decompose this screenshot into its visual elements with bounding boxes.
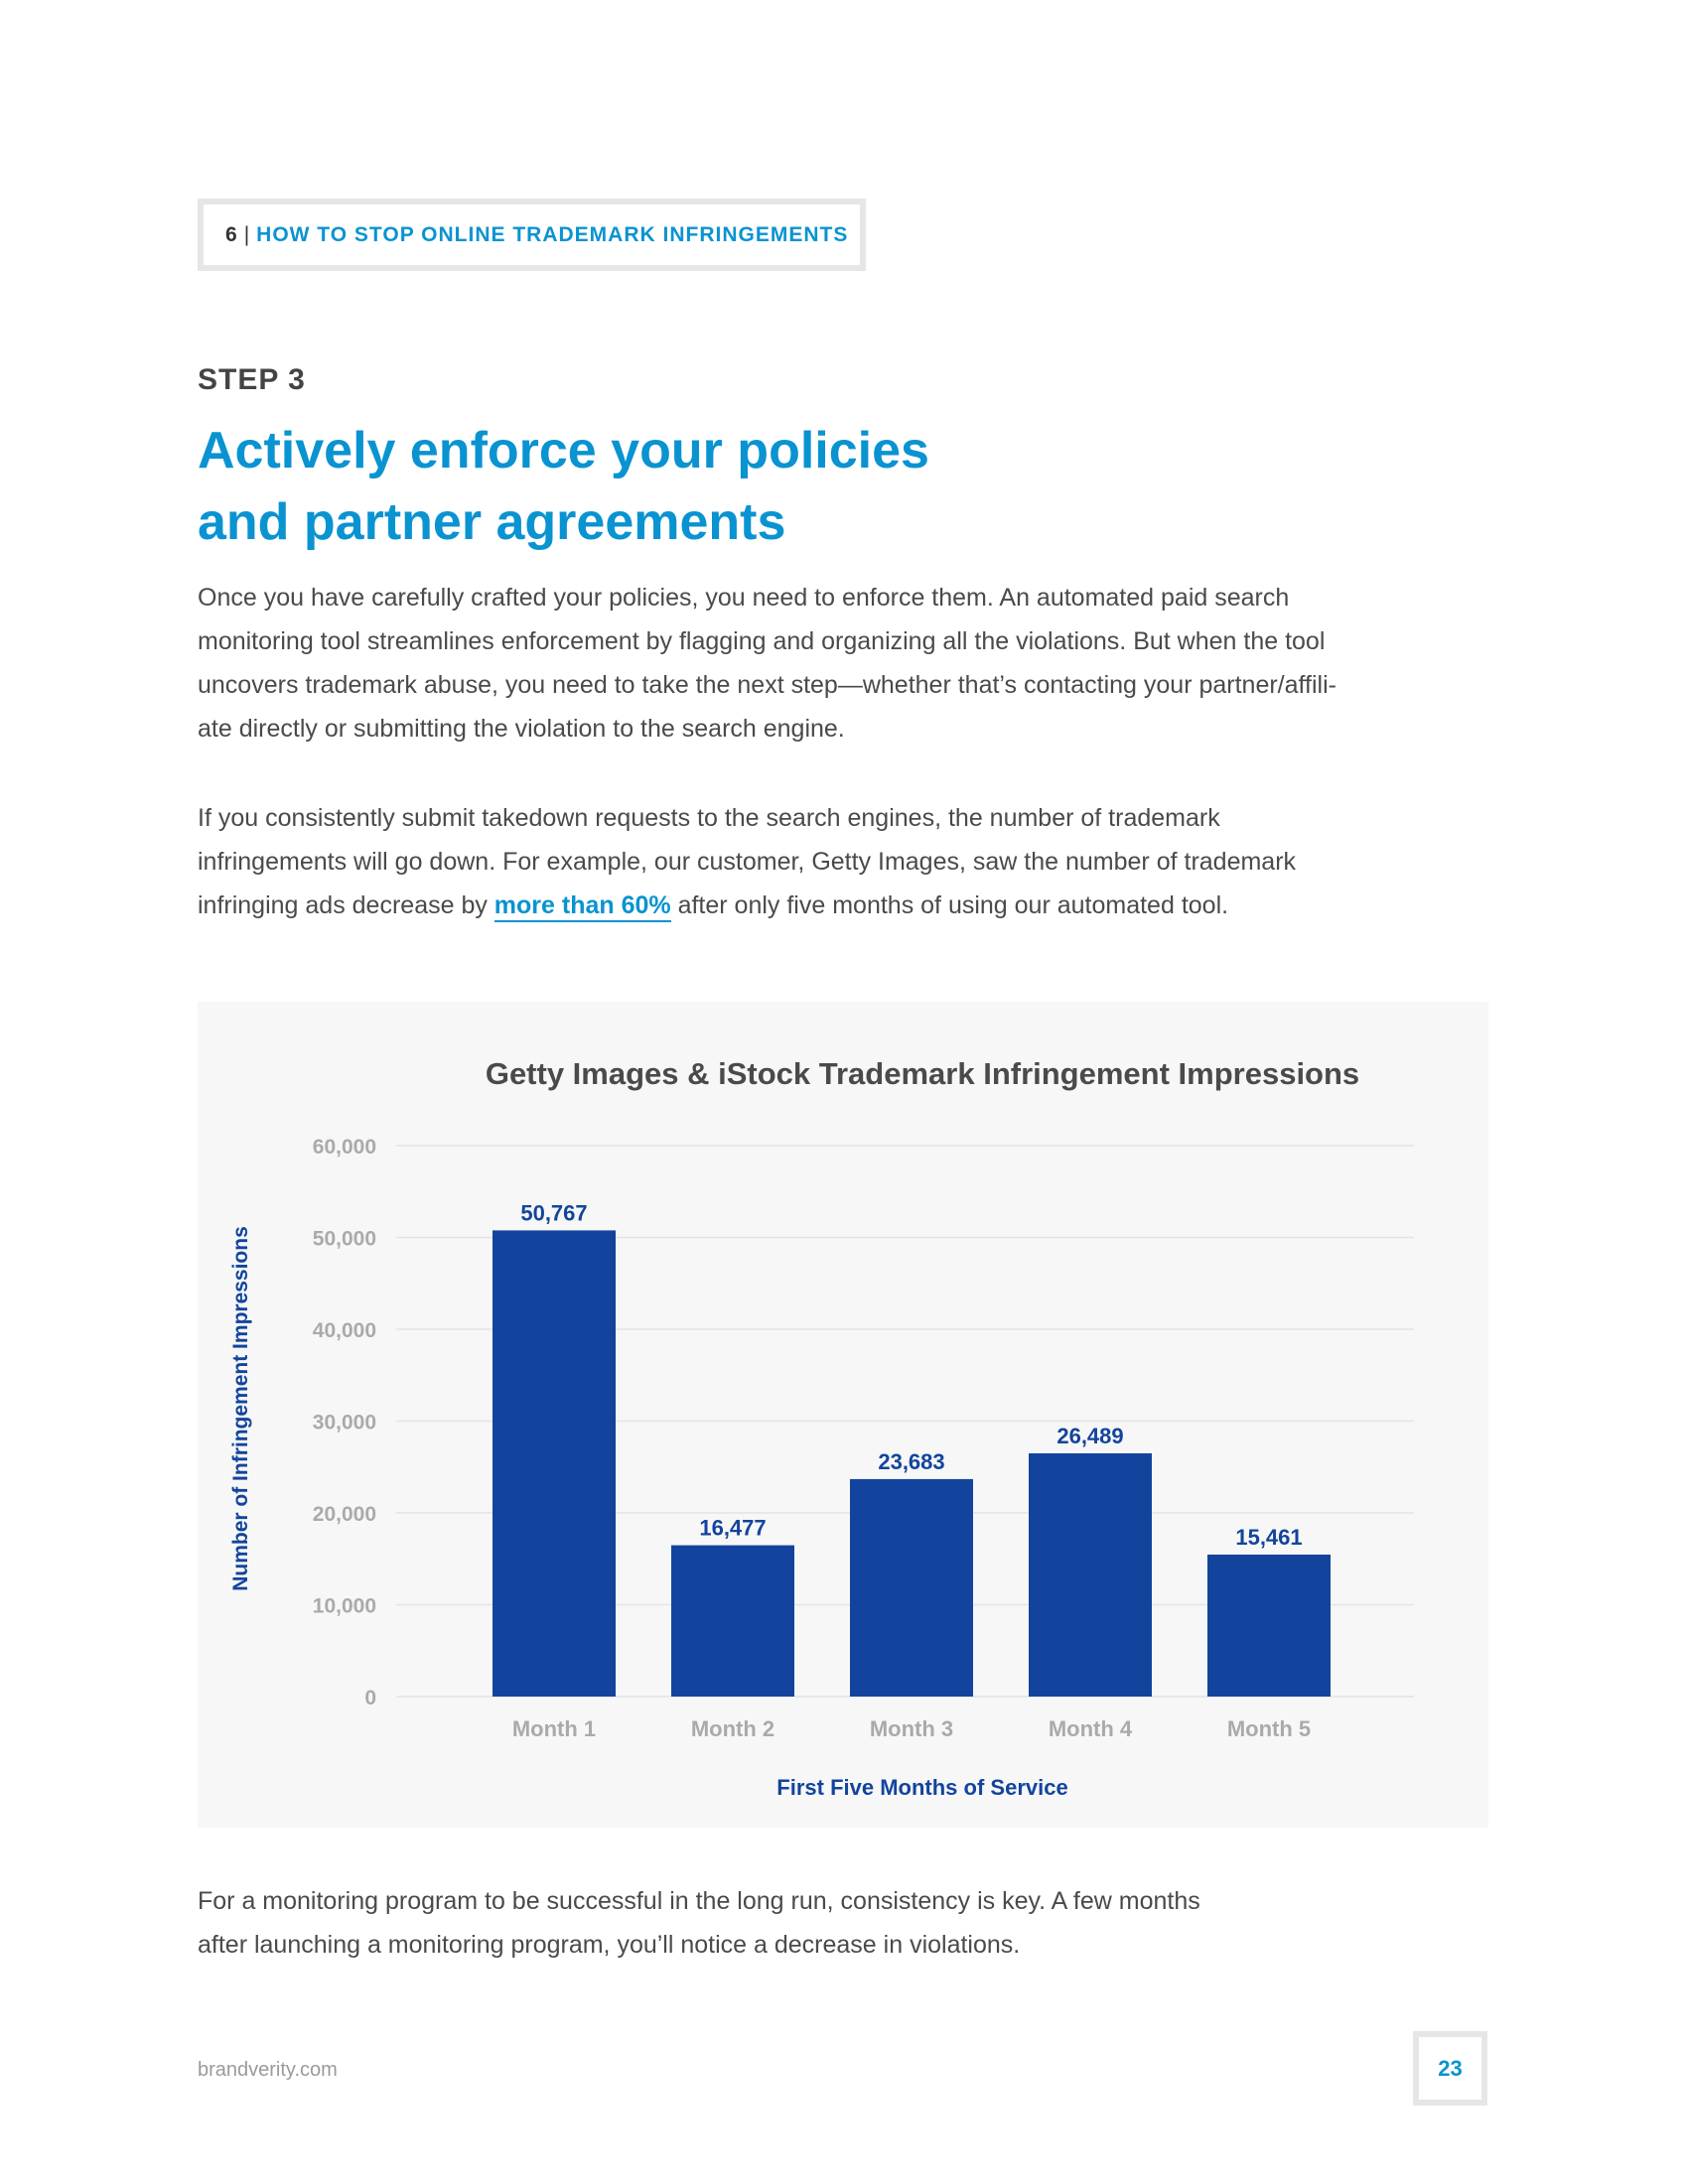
bar-chart [198, 1002, 1488, 1828]
y-tick-label: 60,000 [312, 1136, 376, 1159]
intro-paragraph [198, 576, 1488, 751]
example-line [198, 884, 1488, 927]
y-tick-label: 30,000 [312, 1411, 376, 1434]
example-text-before: infringing ads decrease by [198, 891, 494, 919]
section-number: 6 [225, 222, 238, 246]
page-title-line2: and partner agreements [198, 493, 786, 551]
bar [1029, 1453, 1152, 1697]
closing-line: For a monitoring program to be successful in the long run, consistency is key. A few months [198, 1887, 1200, 1915]
chart-title: Getty Images & iStock Trademark Infringement Impressions [485, 1056, 1360, 1091]
x-tick-label: Month 1 [511, 1716, 597, 1741]
x-tick-label: Month 2 [690, 1716, 775, 1741]
bar [671, 1546, 794, 1697]
section-separator: | [243, 222, 251, 246]
intro-line: Once you have carefully crafted your policies, you need to enforce them. An automated paid search [198, 584, 1290, 612]
y-tick-label: 10,000 [312, 1594, 376, 1618]
example-line: infringements will go down. For example, our customer, Getty Images, saw the number of trademark [198, 848, 1297, 876]
page-title [198, 415, 1290, 558]
example-paragraph [198, 796, 1488, 927]
data-label: 23,683 [878, 1448, 945, 1474]
x-tick-label: Month 3 [869, 1716, 954, 1741]
y-axis-label: Number of Infringement Impressions [229, 1226, 252, 1591]
closing-paragraph [198, 1879, 1488, 1967]
data-label: 15,461 [1235, 1524, 1303, 1550]
data-label: 26,489 [1056, 1423, 1124, 1448]
y-tick-label: 40,000 [312, 1319, 376, 1342]
page-title-line1: Actively enforce your policies [198, 422, 929, 479]
y-tick-label: 50,000 [312, 1227, 376, 1251]
data-label: 50,767 [520, 1200, 588, 1226]
section-title: HOW TO STOP ONLINE TRADEMARK INFRINGEMENTS [256, 222, 849, 246]
statistic-link[interactable]: more than 60% [494, 891, 671, 922]
step-label: STEP 3 [198, 363, 306, 396]
x-tick-label: Month 5 [1226, 1716, 1312, 1741]
y-tick-label: 20,000 [312, 1503, 376, 1526]
chart-panel [198, 1002, 1488, 1828]
bar [492, 1230, 616, 1697]
closing-line: after launching a monitoring program, you’ll notice a decrease in violations. [198, 1931, 1021, 1959]
bar [850, 1479, 973, 1697]
y-tick-label: 0 [364, 1687, 376, 1709]
data-label: 16,477 [699, 1515, 767, 1541]
example-line: If you consistently submit takedown requests to the search engines, the number of trademark [198, 804, 1220, 832]
example-text-after: after only five months of using our automated tool. [670, 891, 1229, 919]
intro-line: uncovers trademark abuse, you need to take the next step—whether that’s contacting your partner/affili- [198, 671, 1336, 699]
footer-site: brandverity.com [198, 2059, 338, 2081]
section-header [198, 199, 866, 271]
intro-line: monitoring tool streamlines enforcement by flagging and organizing all the violations. But when the tool [198, 627, 1326, 655]
page-number: 23 [1413, 2031, 1487, 2106]
bar [1207, 1555, 1331, 1697]
x-tick-label: Month 4 [1048, 1716, 1133, 1741]
intro-line: ate directly or submitting the violation to the search engine. [198, 715, 845, 743]
x-axis-label: First Five Months of Service [776, 1775, 1068, 1800]
